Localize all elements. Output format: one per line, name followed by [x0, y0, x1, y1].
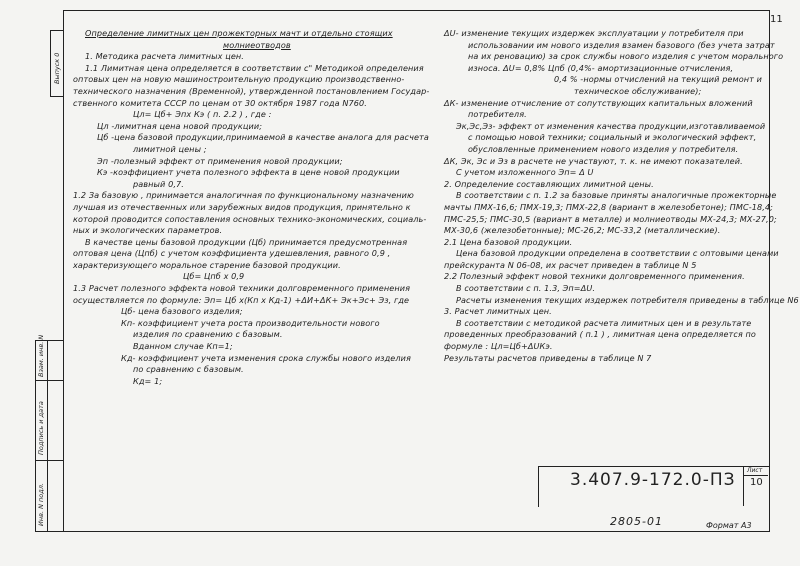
side-divider: [35, 380, 63, 381]
text-line: Кд= 1;: [133, 375, 163, 386]
text-line: характеризующего моральное старение базовой продукции.: [73, 259, 341, 270]
format-label: Формат А3: [706, 521, 752, 530]
text-line: 2.2 Полезный эффект новой техники долговременного применения.: [444, 271, 745, 282]
text-line: В качестве цены базовой продукции (Цб) принимается предусмотренная: [85, 236, 408, 247]
text-line: ΔU- изменение текущих издержек эксплуатации у потребителя при: [444, 28, 744, 38]
text-line: Кэ -коэффициент учета полезного эффекта в цене новой продукции: [97, 167, 400, 178]
text-line: потребителя.: [468, 109, 527, 120]
text-line: которой проводится сопоставления основных технико-экономических, социаль-: [73, 213, 427, 224]
text-line: обусловленные применением нового изделия у потребителя.: [468, 143, 739, 154]
text-line: Цб- цена базового изделия;: [121, 306, 243, 317]
text-line: ΔК, Эк, Эс и Эз в расчете не участвуют, т. к. не имеют показателей.: [444, 155, 743, 166]
heading-line: 2.1 Цена базовой продукции.: [444, 236, 573, 247]
formula-line: Цл= Цб+ Эпх Кэ ( п. 2.2 ) , где :: [133, 109, 272, 120]
text-line: МХ-30,6 (железобетонные); МС-26,2; МС-33,2 (металлические).: [444, 225, 721, 236]
text-line: 1.2 За базовую , принимается аналогичная по функциональному назначению: [73, 190, 414, 201]
text-line: изделия по сравнению с базовым.: [133, 329, 283, 340]
page-number: 11: [770, 14, 783, 25]
inventory-number: 2805-01: [610, 515, 663, 528]
text-line: ΔК- изменение отчисление от сопутствующих капитальных вложений: [444, 97, 753, 108]
sheet-divider: [743, 475, 768, 476]
text-line: с помощью новой техники; социальный и экологический эффект,: [468, 132, 757, 143]
text-line: В соответствии с п. 1.2 за базовые приняты аналогичные прожекторные: [456, 190, 777, 201]
text-line: оптовых цен на новую машиностроительную продукцию производственно-: [73, 74, 405, 85]
formula-line: Цб= Цпб х 0,9: [183, 271, 245, 282]
text-line: С учетом изложенного Эп= Δ U: [456, 167, 594, 178]
text-line: Цл -лимитная цена новой продукции;: [97, 120, 263, 131]
text-line: Кп- коэффициент учета роста производительности нового: [121, 317, 380, 328]
side-stamp-strip: [47, 340, 64, 532]
text-line: износа. ΔU= 0,8% Цпб (0,4%- амортизационные отчисления,: [468, 62, 734, 73]
heading-line: Определение лимитных цен прожекторных мачт и отдельно стоящих: [85, 28, 393, 38]
left-column: [73, 28, 433, 387]
text-line: В соответствии с методикой расчета лимитных цен и в результате: [456, 317, 752, 328]
text-line: 0,4 % -нормы отчислений на текущий ремонт и: [554, 74, 763, 85]
signature-date-label: Подпись и дата: [37, 401, 45, 455]
text-line: техническое обслуживание);: [574, 85, 702, 96]
text-line: по сравнению с базовым.: [133, 364, 244, 375]
text-line: ПМС-25,5; ПМС-30,5 (вариант в металле) и молниеотводы МХ-24,3; МХ-27,0;: [444, 213, 777, 224]
right-column: [444, 28, 799, 364]
issue-label: Выпуск 0: [53, 52, 61, 84]
text-line: ных и экологических параметров.: [73, 225, 223, 236]
text-line: равный 0,7.: [133, 178, 184, 189]
text-line: 1.3 Расчет полезного эффекта новой техники долговременного применения: [73, 283, 411, 294]
text-line: технического назначения (Временной), утвержденной постановлением Государ-: [73, 85, 430, 96]
text-line: Эк,Эс,Эз- эффект от изменения качества продукции,изготавливаемой: [456, 120, 766, 131]
inv-podl-label: Инв. N подл.: [37, 483, 45, 526]
text-line: осуществляется по формуле: Эп= Цб х(Кп х Кд-1) +ΔИ+ΔК+ Эк+Эс+ Эз, где: [73, 294, 410, 305]
vzam-label: Взам. инв. N: [37, 334, 45, 377]
text-line: 1.1 Лимитная цена определяется в соответствии с" Методикой определения: [85, 62, 424, 73]
document-code: 3.407.9-172.0-ПЗ: [570, 470, 736, 490]
text-line: Цб -цена базовой продукции,принимаемой в качестве аналога для расчета: [97, 132, 429, 143]
text-line: В соответствии с п. 1.3, Эп=ΔU.: [456, 283, 596, 294]
text-line: лучшая из отечественных или зарубежных видов продукция, принятельно к: [73, 201, 411, 212]
heading-line: 2. Определение составляющих лимитной цены.: [444, 178, 654, 189]
sheet-label: Лист: [747, 467, 763, 474]
heading-line: молниеотводов: [223, 39, 291, 50]
text-line: формуле : Цл=Цб+ΔUКэ.: [444, 341, 553, 352]
text-line: Расчеты изменения текущих издержек потребителя приведены в таблице N6: [456, 294, 799, 305]
text-line: ственного комитета СССР по ценам от 30 октября 1987 года N760.: [73, 97, 367, 108]
text-line: мачты ПМХ-16,6; ПМХ-19,3; ПМХ-22,8 (вариант в железобетоне); ПМС-18,4;: [444, 201, 773, 212]
side-divider: [35, 460, 63, 461]
sheet-number: 10: [750, 477, 763, 488]
text-line: Цена базовой продукции определена в соответствии с оптовыми ценами: [456, 248, 779, 259]
text-line: прейскуранта N 06-08, их расчет приведен в таблице N 5: [444, 259, 697, 270]
heading-line: 3. Расчет лимитных цен.: [444, 306, 552, 317]
text-line: Эп -полезный эффект от применения новой продукции;: [97, 155, 343, 166]
text-line: Вданном случае Кп=1;: [133, 341, 233, 352]
text-line: использовании им нового изделия взамен базового (без учета затрат: [468, 39, 775, 50]
text-line: на их реновацию) за срок службы нового изделия с учетом морального: [468, 51, 784, 62]
text-line: Кд- коэффициент учета изменения срока службы нового изделия: [121, 352, 411, 363]
text-line: Результаты расчетов приведены в таблице N 7: [444, 352, 652, 363]
text-line: оптовая цена (Цпб) с учетом коэффициента удешевления, равного 0,9 ,: [73, 248, 391, 259]
text-line: лимитной цены ;: [133, 143, 207, 154]
text-line: 1. Методика расчета лимитных цен.: [85, 51, 244, 62]
text-line: проведенных преобразований ( п.1 ) , лимитная цена определяется по: [444, 329, 756, 340]
